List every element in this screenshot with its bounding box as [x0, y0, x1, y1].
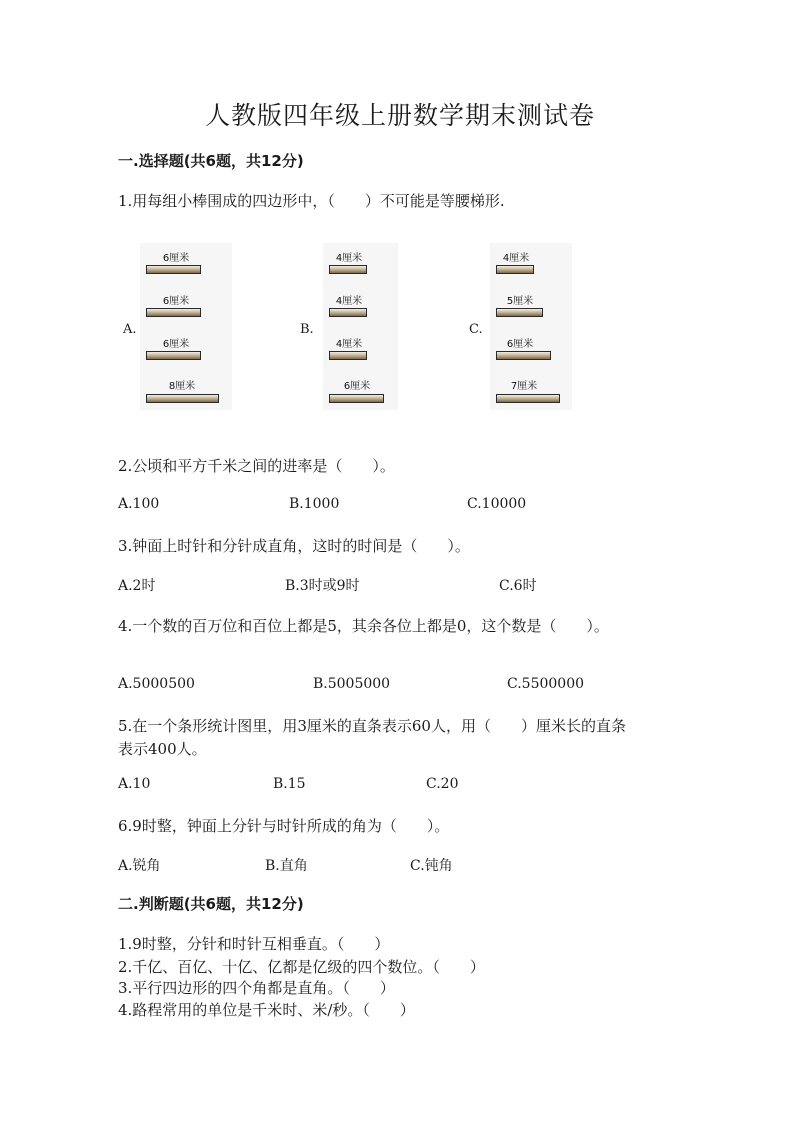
q3-option-a[interactable]: A.2时 [118, 578, 156, 594]
judgement-item-1: 1.9时整，分针和时针互相垂直。（ ） [118, 935, 390, 953]
judgement-item-2: 2.千亿、百亿、十亿、亿都是亿级的四个数位。（ ） [118, 958, 485, 976]
stick-label: 4厘米 [335, 339, 363, 350]
stick [329, 351, 367, 360]
question-1: 1.用每组小棒围成的四边形中，（ ）不可能是等腰梯形. [118, 192, 505, 210]
stick-label: 5厘米 [506, 296, 534, 307]
stick-label: 4厘米 [335, 253, 363, 264]
q6-option-b[interactable]: B.直角 [265, 858, 308, 874]
stick-label: 6厘米 [162, 253, 190, 264]
q6-option-a[interactable]: A.锐角 [118, 858, 161, 874]
section-choice-heading: 一.选择题(共6题，共12分) [118, 152, 304, 170]
question-3: 3.钟面上时针和分针成直角，这时的时间是（ ）。 [118, 537, 470, 555]
stick-label: 4厘米 [502, 253, 530, 264]
q1-option-c-figure [490, 243, 572, 410]
q3-option-b[interactable]: B.3时或9时 [285, 578, 360, 594]
stick-label: 6厘米 [343, 381, 371, 392]
judgement-item-3: 3.平行四边形的四个角都是直角。（ ） [118, 979, 395, 997]
q1-option-a-label[interactable]: A. [123, 322, 137, 337]
section-judgement-heading: 二.判断题(共6题，共12分) [118, 895, 304, 913]
q6-option-c[interactable]: C.钝角 [410, 858, 453, 874]
question-5-line-2: 表示400人。 [118, 740, 207, 758]
stick-label: 6厘米 [162, 296, 190, 307]
q3-option-c[interactable]: C.6时 [499, 578, 537, 594]
stick-label: 4厘米 [335, 296, 363, 307]
q2-option-c[interactable]: C.10000 [467, 496, 527, 512]
q5-option-a[interactable]: A.10 [118, 776, 151, 792]
question-5-line-1: 5.在一个条形统计图里，用3厘米的直条表示60人，用（ ）厘米长的直条 [118, 717, 626, 735]
page-title: 人教版四年级上册数学期末测试卷 [204, 101, 595, 130]
stick [496, 308, 543, 317]
stick [496, 265, 534, 274]
q2-option-b[interactable]: B.1000 [289, 496, 340, 512]
stick [146, 394, 219, 403]
question-2: 2.公顷和平方千米之间的进率是（ ）。 [118, 457, 395, 475]
stick-label: 6厘米 [506, 339, 534, 350]
stick [329, 308, 367, 317]
stick [146, 351, 201, 360]
q2-option-a[interactable]: A.100 [118, 496, 160, 512]
stick [329, 394, 384, 403]
q5-option-c[interactable]: C.20 [426, 776, 459, 792]
stick [329, 265, 367, 274]
judgement-item-4: 4.路程常用的单位是千米时、米/秒。（ ） [118, 1001, 415, 1019]
q5-option-b[interactable]: B.15 [273, 776, 306, 792]
q4-option-c[interactable]: C.5500000 [507, 676, 585, 692]
stick [146, 265, 201, 274]
stick [146, 308, 201, 317]
q4-option-b[interactable]: B.5005000 [313, 676, 391, 692]
stick-label: 7厘米 [510, 381, 538, 392]
q1-option-a-figure [140, 243, 232, 410]
stick-label: 6厘米 [162, 339, 190, 350]
q1-option-b-label[interactable]: B. [300, 322, 314, 337]
q1-option-c-label[interactable]: C. [469, 322, 483, 337]
q4-option-a[interactable]: A.5000500 [118, 676, 195, 692]
stick [496, 394, 560, 403]
question-4: 4.一个数的百万位和百位上都是5，其余各位上都是0，这个数是（ ）。 [118, 617, 609, 635]
q1-option-b-figure [323, 243, 398, 410]
stick-label: 8厘米 [168, 381, 196, 392]
question-6: 6.9时整，钟面上分针与时针所成的角为（ ）。 [118, 817, 450, 835]
stick [496, 351, 551, 360]
